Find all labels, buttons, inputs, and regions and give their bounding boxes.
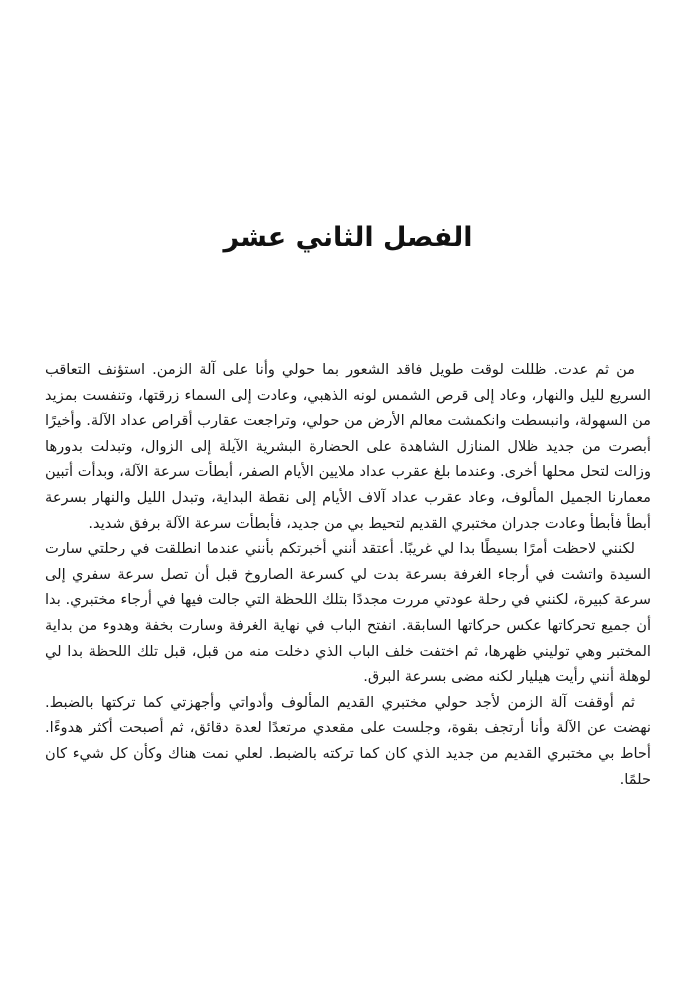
paragraph: من ثم عدت. ظللت لوقت طويل فاقد الشعور بما حولي وأنا على آلة الزمن. استؤنف التعاقب السريع لليل والنهار، وعاد إلى قرص الشمس لونه الذهبي، وعادت إلى السماء زرقتها، وتنفست بمزيد من السهولة، وانبسطت وانكمشت معالم الأرض من حولي، وتراجعت عقارب أقراص عداد الآلة. وأخيرًا أبصرت من جديد ظلال المنازل الشاهدة على الحضارة البشرية الآيلة إلى الزوال، وتبدلت بدورها وزالت لتحل محلها أخرى. وعندما بلغ عقرب عداد ملايين الأيام الصفر، أبطأت سرعة الآلة، وبدأت أتبين معمارنا الجميل المألوف، وعاد عقرب عداد آلاف الأيام إلى نقطة البداية، وتبدل الليل والنهار بسرعة أبطأ فأبطأ وعادت جدران مختبري القديم لتحيط بي من جديد، فأبطأت سرعة الآلة برفق شديد.: [45, 361, 651, 532]
chapter-body: [45, 357, 651, 792]
paragraph: ثم أوقفت آلة الزمن لأجد حولي مختبري القديم المألوف وأدواتي وأجهزتي كما تركتها بالضبط. نهضت عن الآلة وأنا أرتجف بقوة، وجلست على مقعدي مرتعدًا لعدة دقائق، ثم أصبحت أكثر هدوءًا. أحاط بي مختبري القديم من جديد الذي كان كما تركته بالضبط. لعلي نمت هناك وكأن كل شيء كان حلمًا.: [45, 693, 651, 788]
paragraph: لكنني لاحظت أمرًا بسيطًا بدا لي غريبًا. أعتقد أنني أخبرتكم بأنني عندما انطلقت في رحلتي سارت السيدة واتشت في أرجاء الغرفة بسرعة بدت لي كسرعة الصاروخ قبل أن تصل سرعة سفري إلى سرعة كبيرة، لكنني في رحلة عودتي مررت مجددًا بتلك اللحظة التي جالت فيها في أرجاء مختبري. بدا أن جميع تحركاتها عكس حركاتها السابقة. انفتح الباب في نهاية الغرفة وسارت بخفة وهدوء من بداية المختبر وهي توليني ظهرها، ثم اختفت خلف الباب الذي دخلت منه من قبل، قبل تلك اللحظة بدا لي لوهلة أنني رأيت هيليار لكنه مضى بسرعة البرق.: [45, 540, 651, 686]
chapter-title: الفصل الثاني عشر: [223, 222, 473, 253]
